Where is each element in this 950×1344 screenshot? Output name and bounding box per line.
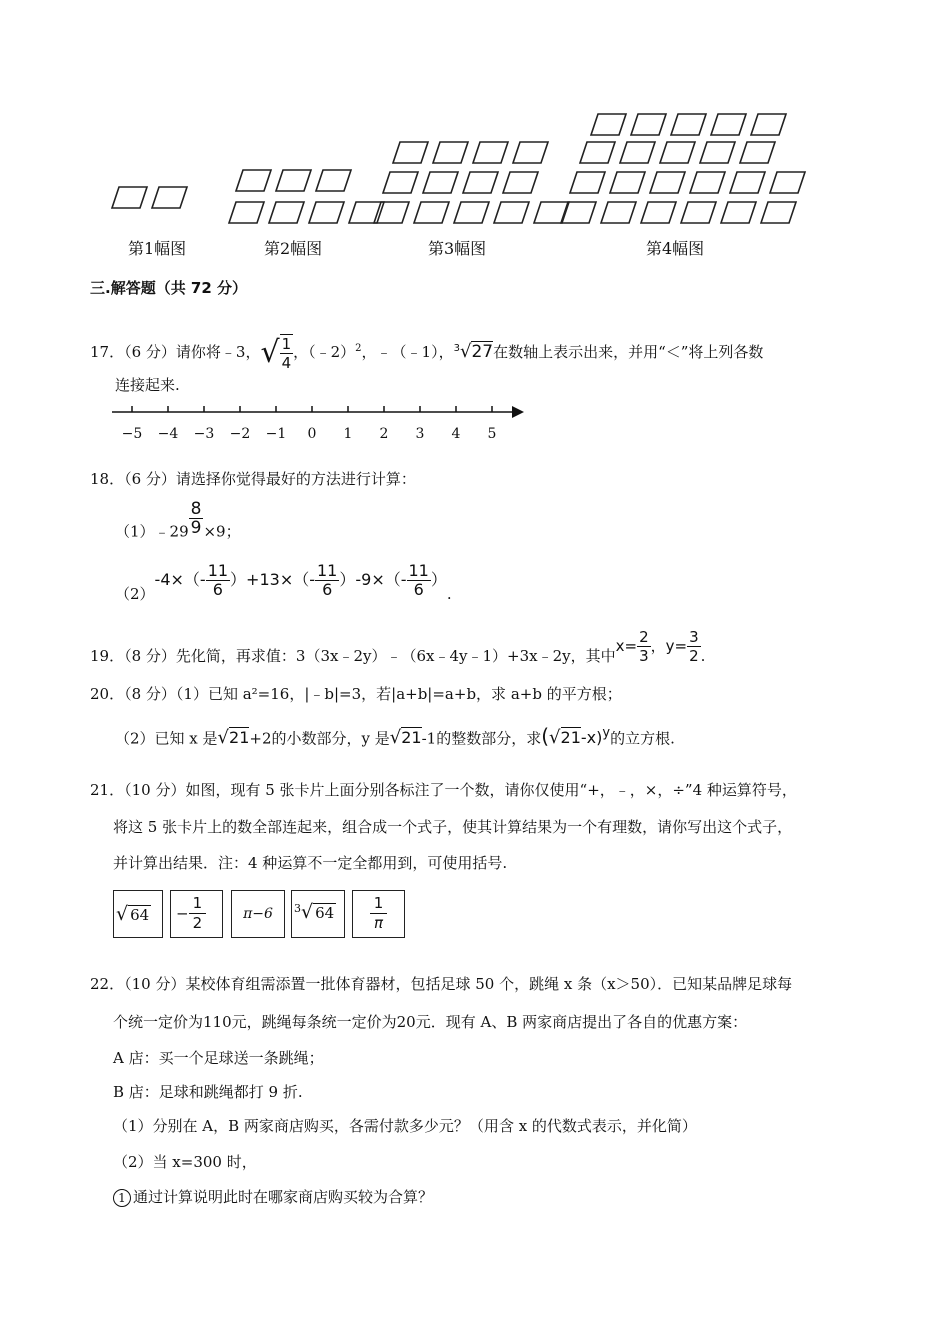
- q18-term-2: ）+13×（-: [230, 570, 315, 589]
- rad-21-a: 21: [229, 728, 250, 748]
- parallelogram-icon: [229, 202, 264, 223]
- figure-caption-4: 第4幅图: [646, 239, 705, 258]
- card-sqrt-64: √ 64: [113, 890, 163, 938]
- number-line-label: −3: [193, 426, 215, 442]
- q20-text-d: 的立方根.: [610, 729, 675, 748]
- card2-num: 1: [189, 894, 207, 914]
- q21-line3: 并计算出结果．注：4 种运算不一定全都用到，可使用括号.: [113, 854, 508, 872]
- parallelogram-icon: [580, 142, 615, 163]
- q19-x-label: x=: [615, 637, 638, 655]
- q22-line6: （2）当 x=300 时，: [113, 1153, 257, 1171]
- parallelogram-icon: [601, 202, 636, 223]
- q19-end: .: [700, 647, 706, 665]
- parallelogram-icon: [641, 202, 676, 223]
- q18-p1-label: （1）﹣29: [115, 522, 189, 541]
- parallelogram-icon: [414, 202, 449, 223]
- parallelogram-icon: [383, 172, 418, 193]
- cbrt-27: $^3$√27: [453, 341, 494, 362]
- q19-line: [90, 628, 705, 668]
- q19-sep: ，: [650, 637, 666, 655]
- q20-exponent: y: [602, 726, 611, 741]
- q18-frac2-den: 6: [322, 580, 333, 599]
- q18-frac1-den: 6: [212, 580, 223, 599]
- q17-text-a: 17．（6 分）请你将﹣3，: [90, 343, 261, 361]
- number-line-label: 1: [343, 426, 353, 442]
- parallelogram-icon: [393, 142, 428, 163]
- q22-line1: 22．（10 分）某校体育组需添置一批体育器材，包括足球 50 个，跳绳 x 条（x＞50）．已知某品牌足球每: [90, 975, 793, 993]
- q21-line2: 将这 5 张卡片上的数全部连起来，组合成一个式子，使其计算结果为一个有理数，请你写出这个式子，: [113, 818, 793, 836]
- q18-frac2-num: 11: [317, 561, 338, 580]
- parallelogram-icon: [269, 202, 304, 223]
- q18-p1-post: ×9；: [203, 522, 241, 541]
- parallelogram-icon: [730, 172, 765, 193]
- parallelogram-icon: [740, 142, 775, 163]
- q18-frac3-num: 11: [408, 561, 429, 580]
- card3-text: π−6: [243, 906, 273, 922]
- q18-term-4: ）: [430, 570, 447, 589]
- parallelogram-icon: [620, 142, 655, 163]
- parallelogram-icon: [494, 202, 529, 223]
- q19-x-num: 2: [639, 628, 649, 646]
- parallelogram-icon: [423, 172, 458, 193]
- q19-y-den: 2: [689, 647, 699, 665]
- q18-frac1-num: 11: [207, 561, 229, 580]
- parallelogram-icon: [751, 114, 786, 135]
- q19-x-den: 3: [639, 647, 649, 665]
- number-line-label: −2: [229, 426, 251, 442]
- card5-num: 1: [370, 894, 388, 914]
- parallelogram-icon: [503, 172, 538, 193]
- q18-part2: [115, 562, 452, 606]
- rad-21-b: 21: [401, 728, 422, 748]
- q21-line1: 21．（10 分）如图，现有 5 张卡片上面分别各标注了一个数，请你仅使用“+，﹣，×，÷”4 种运算符号，: [90, 781, 797, 799]
- card-one-over-pi: [352, 890, 405, 938]
- parallelogram-icon: [631, 114, 666, 135]
- cbrt-radicand: 27: [471, 342, 494, 362]
- figure-caption-2: 第2幅图: [264, 239, 323, 258]
- sqrt-quarter: √ $\frac{1}{4}$: [260, 335, 292, 372]
- section-title: 三.解答题（共 72 分）: [90, 279, 248, 297]
- q18-term-3: ）-9×（-: [339, 570, 407, 589]
- sqrt-frac-num: 1: [281, 335, 292, 353]
- parallelogram-icon: [152, 187, 187, 208]
- q18-title: 18．（6 分）请选择你觉得最好的方法进行计算：: [90, 470, 416, 488]
- parallelogram-icon: [761, 202, 796, 223]
- number-line-label: −5: [121, 426, 143, 442]
- parallelogram-icon: [433, 142, 468, 163]
- q20-text-c: -1的整数部分，求: [421, 729, 542, 748]
- q18-term-1: -4×（-: [154, 570, 206, 589]
- q18-frac3-den: 6: [413, 580, 424, 599]
- rad-21-c: 21: [560, 728, 581, 748]
- parallelogram-icon: [700, 142, 735, 163]
- parallelogram-icon: [316, 170, 351, 191]
- q18-p1-num: 8: [190, 499, 202, 519]
- figure-caption-1: 第1幅图: [128, 239, 187, 258]
- parallelogram-icon: [610, 172, 645, 193]
- q20-line2: （2）已知 x 是√21+2的小数部分，y 是√21-1的整数部分，求$(√21-x)^y$的立方根.: [115, 724, 675, 749]
- q22-line7: [113, 1187, 433, 1207]
- number-line-label: 3: [415, 426, 425, 442]
- parallelogram-icon: [463, 172, 498, 193]
- q17-line2: 连接起来.: [115, 376, 180, 394]
- parallelogram-icon: [236, 170, 271, 191]
- figure-caption-3: 第3幅图: [428, 239, 487, 258]
- card-neg-half: [170, 890, 223, 938]
- q19-y-num: 3: [689, 628, 699, 646]
- parallelogram-icon: [309, 202, 344, 223]
- parallelogram-icon: [721, 202, 756, 223]
- number-line-label: −1: [265, 426, 287, 442]
- sqrt-21-b: √21: [389, 727, 422, 749]
- parallelogram-icon: [454, 202, 489, 223]
- circled-number-1: 1: [113, 1189, 131, 1207]
- card4-index: 3: [294, 902, 301, 915]
- q17-text-c: ，﹣（﹣1），: [361, 343, 454, 361]
- parallelogram-icon: [671, 114, 706, 135]
- parallelogram-icon: [681, 202, 716, 223]
- card2-sign: −: [176, 904, 189, 923]
- parallelogram-icon: [650, 172, 685, 193]
- parallelogram-icon: [374, 202, 409, 223]
- cbrt-index: 3: [453, 343, 460, 354]
- parallelogram-icon: [570, 172, 605, 193]
- parallelogram-icon: [349, 202, 384, 223]
- card2-den: 2: [192, 914, 203, 932]
- parallelogram-icon: [473, 142, 508, 163]
- parallelogram-icon: [660, 142, 695, 163]
- parallelogram-icon: [770, 172, 805, 193]
- sqrt-21-a: √21: [217, 727, 250, 749]
- q17-text-b: ，（﹣2）: [293, 343, 356, 361]
- pattern-figures: [0, 100, 950, 235]
- q22-line7-text: 通过计算说明此时在哪家商店购买较为合算？: [133, 1188, 434, 1206]
- parallelogram-icon: [711, 114, 746, 135]
- q19-y-label: y=: [665, 637, 688, 655]
- q17-square: 2: [355, 343, 362, 354]
- q20-text-b: +2的小数部分，y 是: [249, 729, 390, 748]
- q18-p1-den: 9: [190, 518, 202, 538]
- card-cbrt-64: $^3$√ 64: [291, 890, 345, 938]
- q18-part1: [115, 500, 241, 544]
- q17-line1: [90, 334, 763, 372]
- sqrt-frac-den: 4: [281, 354, 292, 372]
- number-line-label: 0: [307, 426, 317, 442]
- q22-line5: （1）分别在 A，B 两家商店购买，各需付款多少元？（用含 x 的代数式表示，并化简）: [113, 1117, 697, 1135]
- parallelogram-icon: [276, 170, 311, 191]
- q20-line1: 20．（8 分）（1）已知 a²=16，|﹣b|=3，若|a+b|=a+b，求 a+b 的平方根；: [90, 685, 622, 703]
- q20-expr-post: -x): [580, 728, 603, 748]
- q18-p2-label: （2）: [115, 585, 155, 603]
- q17-text-d: 在数轴上表示出来，并用“＜”将上列各数: [493, 343, 764, 361]
- q22-line4: B 店：足球和跳绳都打 9 折.: [113, 1083, 303, 1101]
- q22-line2: 个统一定价为110元，跳绳每条统一定价为20元．现有 A、B 两家商店提出了各自的优惠方案：: [113, 1013, 748, 1031]
- parallelogram-icon: [591, 114, 626, 135]
- q22-line3: A 店：买一个足球送一条跳绳；: [113, 1049, 324, 1067]
- number-line-label: 5: [487, 426, 497, 442]
- number-line-label: 2: [379, 426, 389, 442]
- card1-radicand: 64: [130, 906, 150, 924]
- q20-text-a: （2）已知 x 是: [115, 729, 218, 748]
- parallelogram-icon: [112, 187, 147, 208]
- card4-radicand: 64: [315, 904, 335, 922]
- parallelogram-icon: [690, 172, 725, 193]
- number-line-label: −4: [157, 426, 179, 442]
- card-pi-minus-6: [231, 890, 285, 938]
- q18-end: .: [446, 585, 452, 603]
- number-line-label: 4: [451, 426, 461, 442]
- q20-expr-pre: (: [541, 724, 550, 749]
- number-line: [100, 400, 540, 450]
- parallelogram-icon: [513, 142, 548, 163]
- card5-den: π: [373, 914, 383, 932]
- q19-text: 19．（8 分）先化简，再求值：3（3x﹣2y）﹣（6x﹣4y﹣1）+3x﹣2y，其中: [90, 647, 616, 665]
